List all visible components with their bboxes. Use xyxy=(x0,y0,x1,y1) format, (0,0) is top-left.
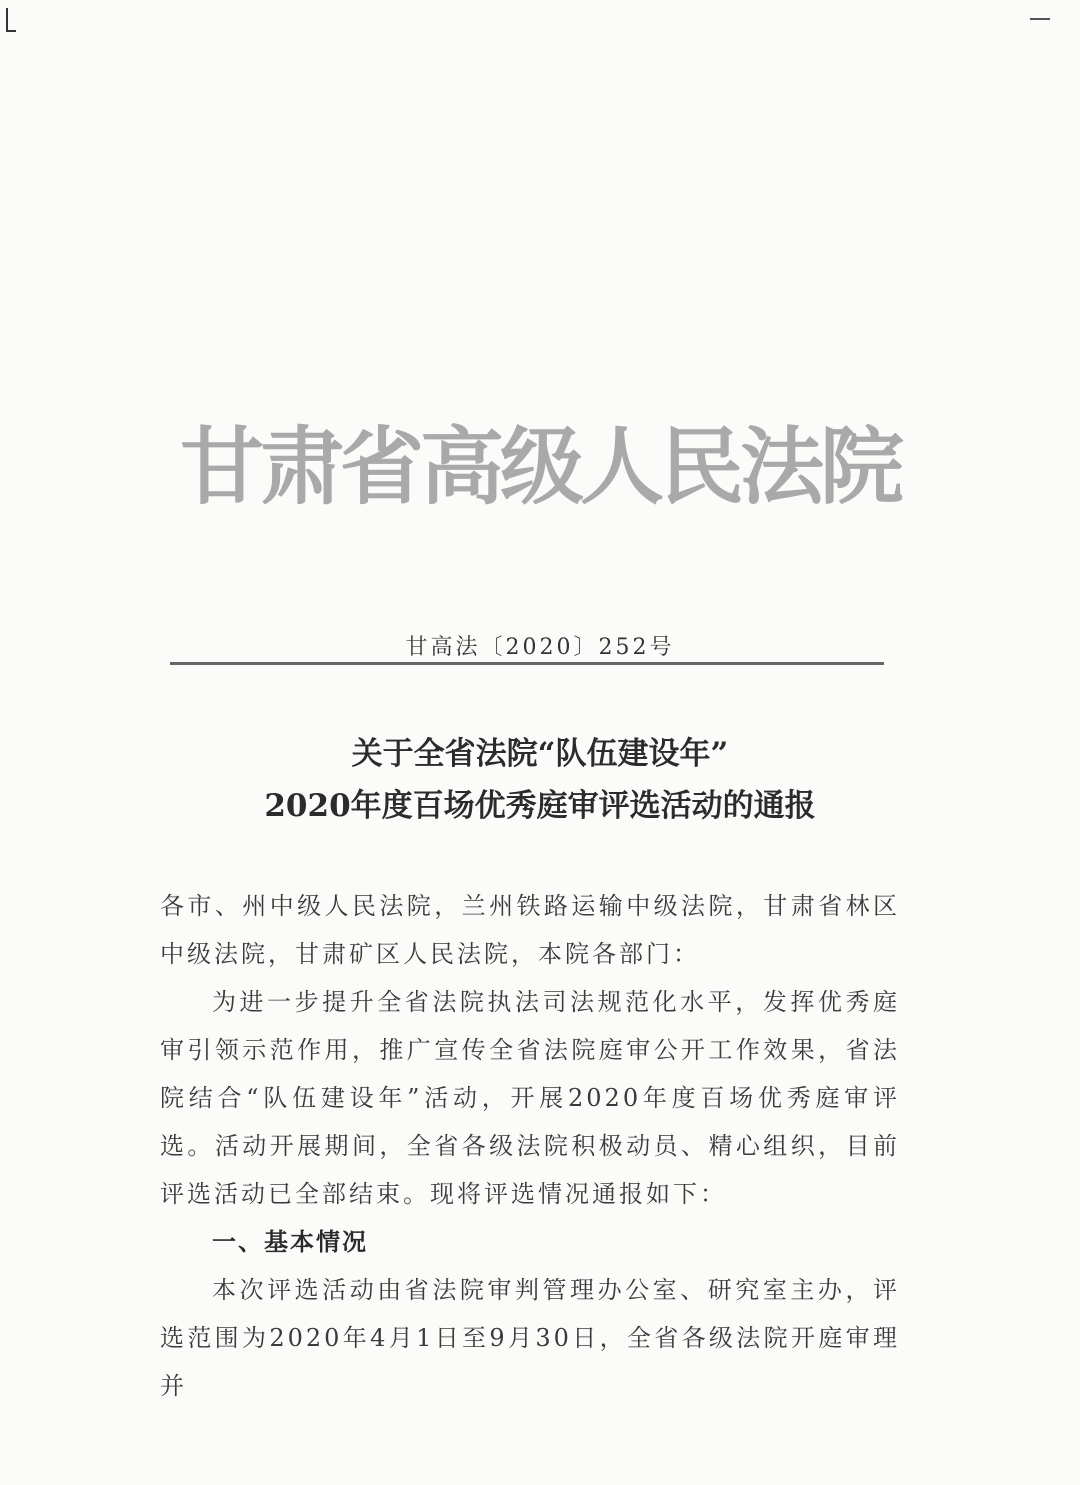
document-title xyxy=(0,728,1080,832)
title-line-2: 2020年度百场优秀庭审评选活动的通报 xyxy=(264,788,816,824)
addressees: 各市、州中级人民法院，兰州铁路运输中级法院，甘肃省林区中级法院，甘肃矿区人民法院，本院各部门： xyxy=(160,892,900,968)
paragraph-intro: 为进一步提升全省法院执法司法规范化水平，发挥优秀庭审引领示范作用，推广宣传全省法院庭审公开工作效果，省法院结合“队伍建设年”活动，开展2020年度百场优秀庭审评选。活动开展期间，全省各级法院积极动员、精心组织，目前评选活动已全部结束。现将评选情况通报如下： xyxy=(160,988,900,1208)
document-body xyxy=(160,882,900,1410)
title-line-1: 关于全省法院“队伍建设年” xyxy=(351,736,729,772)
scan-corner-mark xyxy=(6,8,16,32)
section-heading-basic: 一、基本情况 xyxy=(212,1228,368,1256)
issuer-header: 甘肃省高级人民法院 xyxy=(179,418,900,516)
header-divider xyxy=(170,662,884,665)
document-number: 甘高法〔2020〕252号 xyxy=(405,635,675,660)
scan-edge-mark xyxy=(1030,18,1050,20)
paragraph-basic: 本次评选活动由省法院审判管理办公室、研究室主办，评选范围为2020年4月1日至9月30日，全省各级法院开庭审理并 xyxy=(160,1276,900,1400)
